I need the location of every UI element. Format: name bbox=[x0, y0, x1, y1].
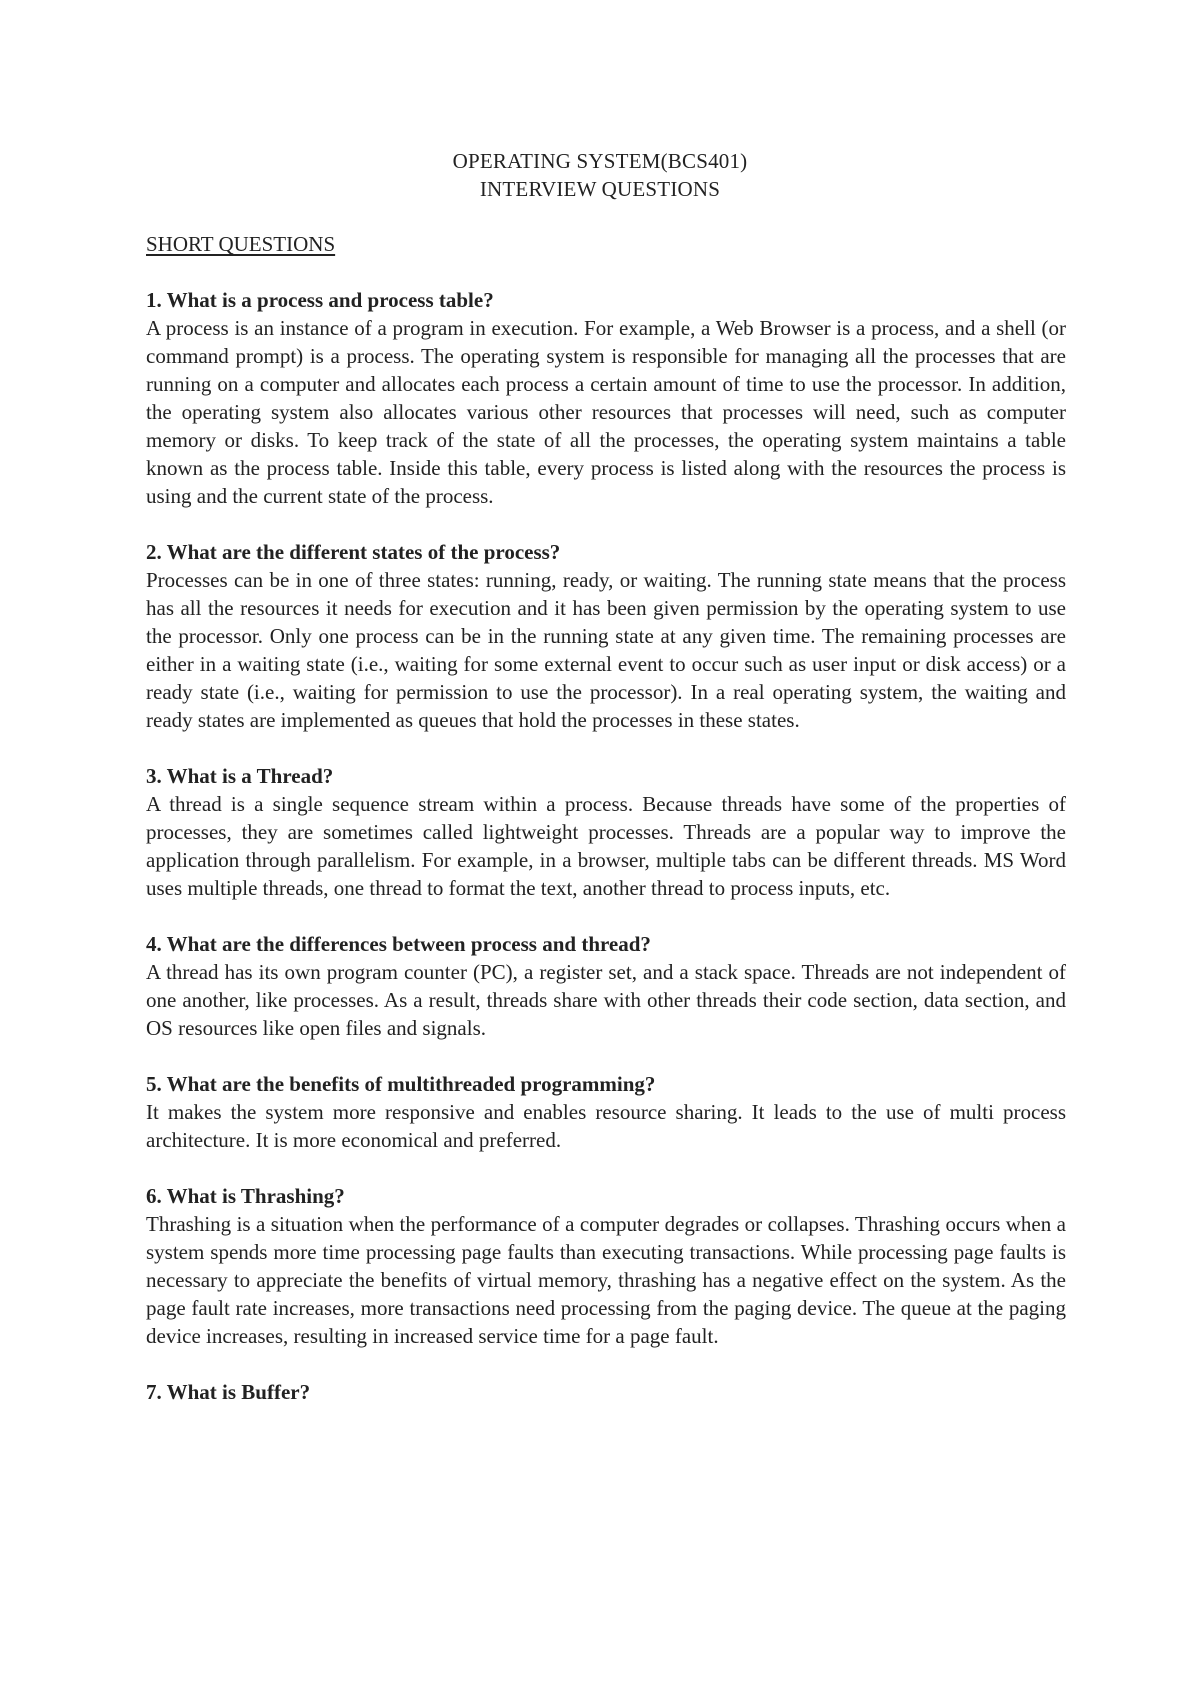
answer-text: Thrashing is a situation when the performance of a computer degrades or collapses. Thrashing occurs when a system spends more time processing page faults than executing transactions. While processing page faults is necessary to appreciate the benefits of virtual memory, thrashing has a negative effect on the system. As the page fault rate increases, more transactions need processing from the paging device. The queue at the paging device increases, resulting in increased service time for a page fault. bbox=[146, 1212, 1066, 1348]
question-heading: 2. What are the different states of the process? bbox=[146, 540, 561, 564]
qa-item bbox=[146, 538, 1066, 734]
qa-item bbox=[146, 762, 1066, 902]
qa-item bbox=[146, 1070, 1066, 1154]
document-header bbox=[0, 147, 1200, 203]
section-heading: SHORT QUESTIONS bbox=[146, 232, 336, 256]
answer-text: A process is an instance of a program in execution. For example, a Web Browser is a process, and a shell (or command prompt) is a process. The operating system is responsible for managing all the processes that are running on a computer and allocates each process a certain amount of time to use the processor. In addition, the operating system also allocates various other resources that processes will need, such as computer memory or disks. To keep track of the state of all the processes, the operating system maintains a table known as the process table. Inside this table, every process is listed along with the resources the process is using and the current state of the process. bbox=[146, 316, 1066, 508]
question-heading: 4. What are the differences between process and thread? bbox=[146, 932, 651, 956]
qa-item bbox=[146, 1182, 1066, 1350]
qa-item bbox=[146, 930, 1066, 1042]
question-heading: 1. What is a process and process table? bbox=[146, 288, 494, 312]
qa-item bbox=[146, 1378, 1066, 1406]
question-heading: 5. What are the benefits of multithreaded programming? bbox=[146, 1072, 656, 1096]
document-subtitle: INTERVIEW QUESTIONS bbox=[479, 177, 721, 201]
question-heading: 7. What is Buffer? bbox=[146, 1380, 311, 1404]
answer-text: A thread is a single sequence stream within a process. Because threads have some of the properties of processes, they are sometimes called lightweight processes. Threads are a popular way to improve the application through parallelism. For example, in a browser, multiple tabs can be different threads. MS Word uses multiple threads, one thread to format the text, another thread to process inputs, etc. bbox=[146, 792, 1066, 900]
questions-list bbox=[146, 286, 1066, 1434]
question-heading: 3. What is a Thread? bbox=[146, 764, 334, 788]
answer-text: It makes the system more responsive and enables resource sharing. It leads to the use of multi process architecture. It is more economical and preferred. bbox=[146, 1100, 1066, 1152]
question-heading: 6. What is Thrashing? bbox=[146, 1184, 345, 1208]
answer-text: A thread has its own program counter (PC), a register set, and a stack space. Threads are not independent of one another, like processes. As a result, threads share with other threads their code section, data section, and OS resources like open files and signals. bbox=[146, 960, 1066, 1040]
document-title: OPERATING SYSTEM(BCS401) bbox=[452, 149, 748, 173]
qa-item bbox=[146, 286, 1066, 510]
answer-text: Processes can be in one of three states: running, ready, or waiting. The running state means that the process has all the resources it needs for execution and it has been given permission by the operating system to use the processor. Only one process can be in the running state at any given time. The remaining processes are either in a waiting state (i.e., waiting for some external event to occur such as user input or disk access) or a ready state (i.e., waiting for permission to use the processor). In a real operating system, the waiting and ready states are implemented as queues that hold the processes in these states. bbox=[146, 568, 1066, 732]
